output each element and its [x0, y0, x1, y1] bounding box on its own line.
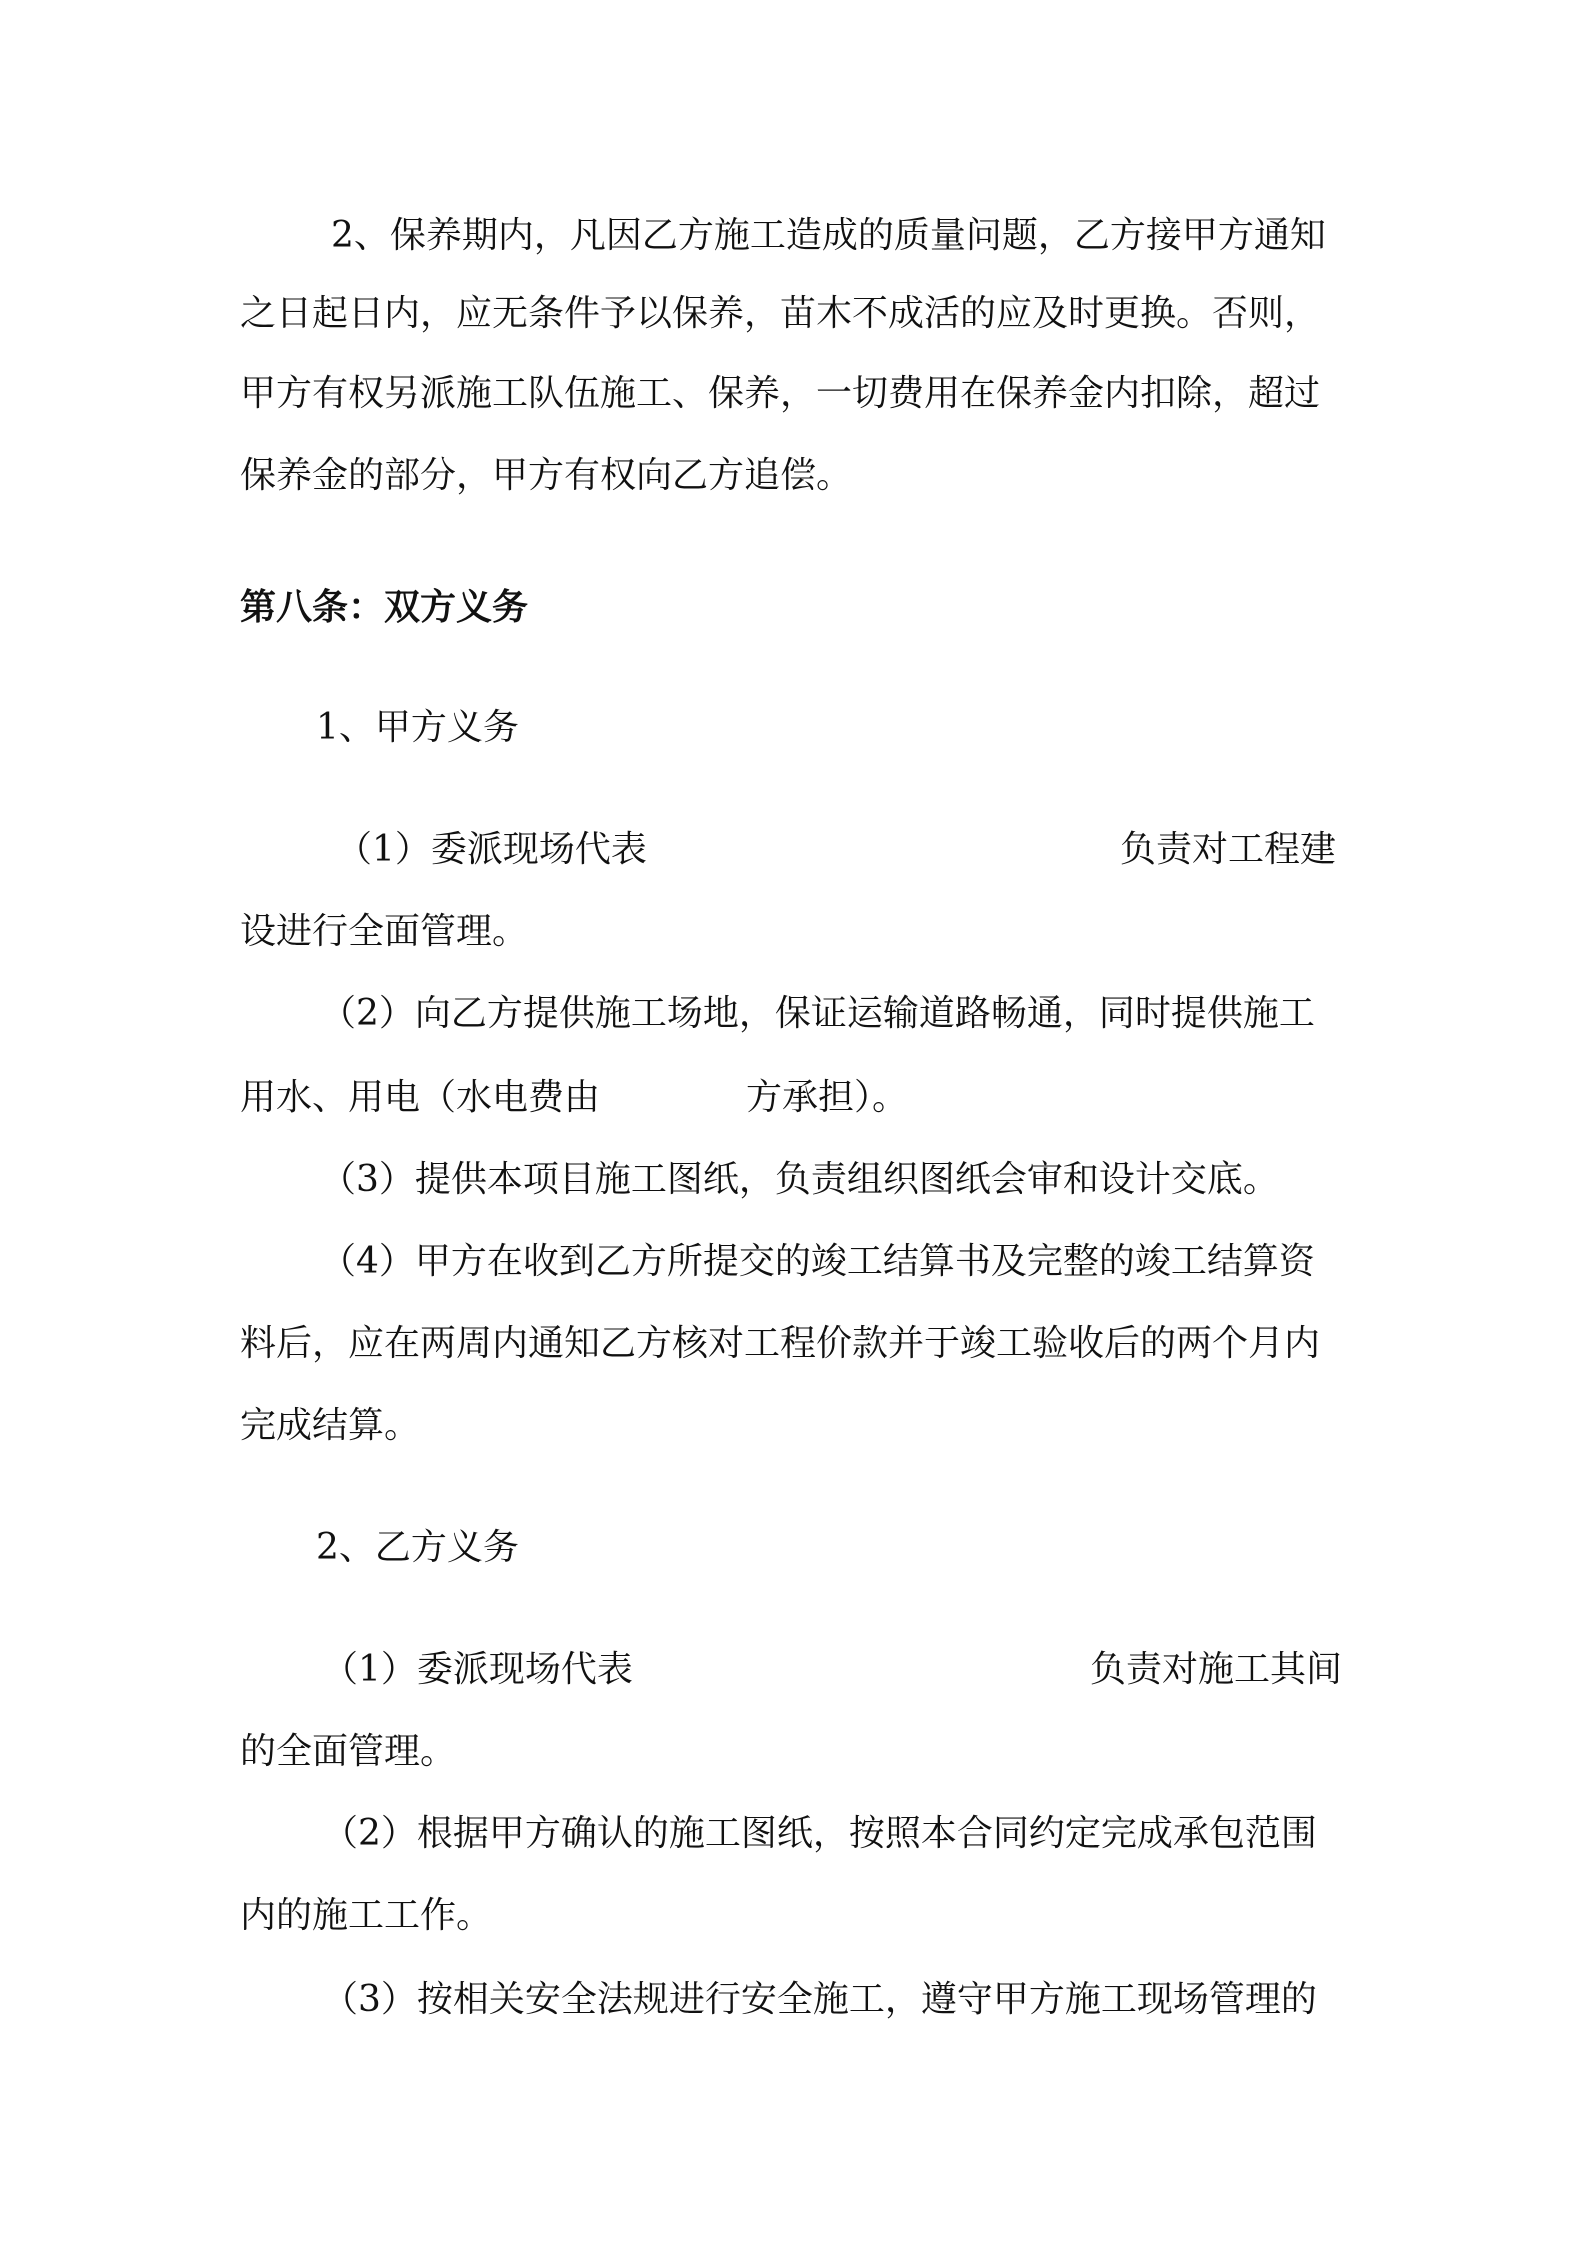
- article-heading: 第八条：双方义务: [240, 587, 529, 628]
- paragraph-line: 完成结算。: [240, 1405, 421, 1446]
- paragraph-line: 负责对施工其间: [1090, 1649, 1343, 1690]
- section-heading: 1、甲方义务: [316, 707, 519, 748]
- paragraph-line: （3）按相关安全法规进行安全施工，遵守甲方施工现场管理的: [322, 1979, 1317, 2020]
- paragraph-line: （4）甲方在收到乙方所提交的竣工结算书及完整的竣工结算资: [320, 1241, 1315, 1282]
- paragraph-line: 内的施工工作。: [240, 1895, 493, 1936]
- paragraph-line: （3）提供本项目施工图纸，负责组织图纸会审和设计交底。: [320, 1159, 1279, 1200]
- paragraph-line: 料后，应在两周内通知乙方核对工程价款并于竣工验收后的两个月内: [240, 1323, 1321, 1364]
- paragraph-line: 2、保养期内，凡因乙方施工造成的质量问题，乙方接甲方通知: [331, 215, 1326, 256]
- paragraph-line: 之日起日内，应无条件予以保养，苗木不成活的应及时更换。否则，: [240, 293, 1321, 334]
- paragraph-line: 方承担）。: [746, 1077, 909, 1118]
- paragraph-line: 负责对工程建: [1120, 829, 1337, 870]
- paragraph-line: 甲方有权另派施工队伍施工、保养，一切费用在保养金内扣除，超过: [240, 373, 1321, 414]
- paragraph-line: （2）根据甲方确认的施工图纸，按照本合同约定完成承包范围: [322, 1813, 1317, 1854]
- section-heading: 2、乙方义务: [316, 1527, 519, 1568]
- paragraph-line: 设进行全面管理。: [240, 911, 529, 952]
- paragraph-line: 用水、用电（水电费由: [240, 1077, 601, 1118]
- paragraph-line: （1）委派现场代表: [322, 1649, 633, 1690]
- paragraph-line: （1）委派现场代表: [336, 829, 647, 870]
- paragraph-line: 的全面管理。: [240, 1731, 457, 1772]
- paragraph-line: 保养金的部分，甲方有权向乙方追偿。: [240, 455, 853, 496]
- paragraph-line: （2）向乙方提供施工场地，保证运输道路畅通，同时提供施工: [320, 993, 1315, 1034]
